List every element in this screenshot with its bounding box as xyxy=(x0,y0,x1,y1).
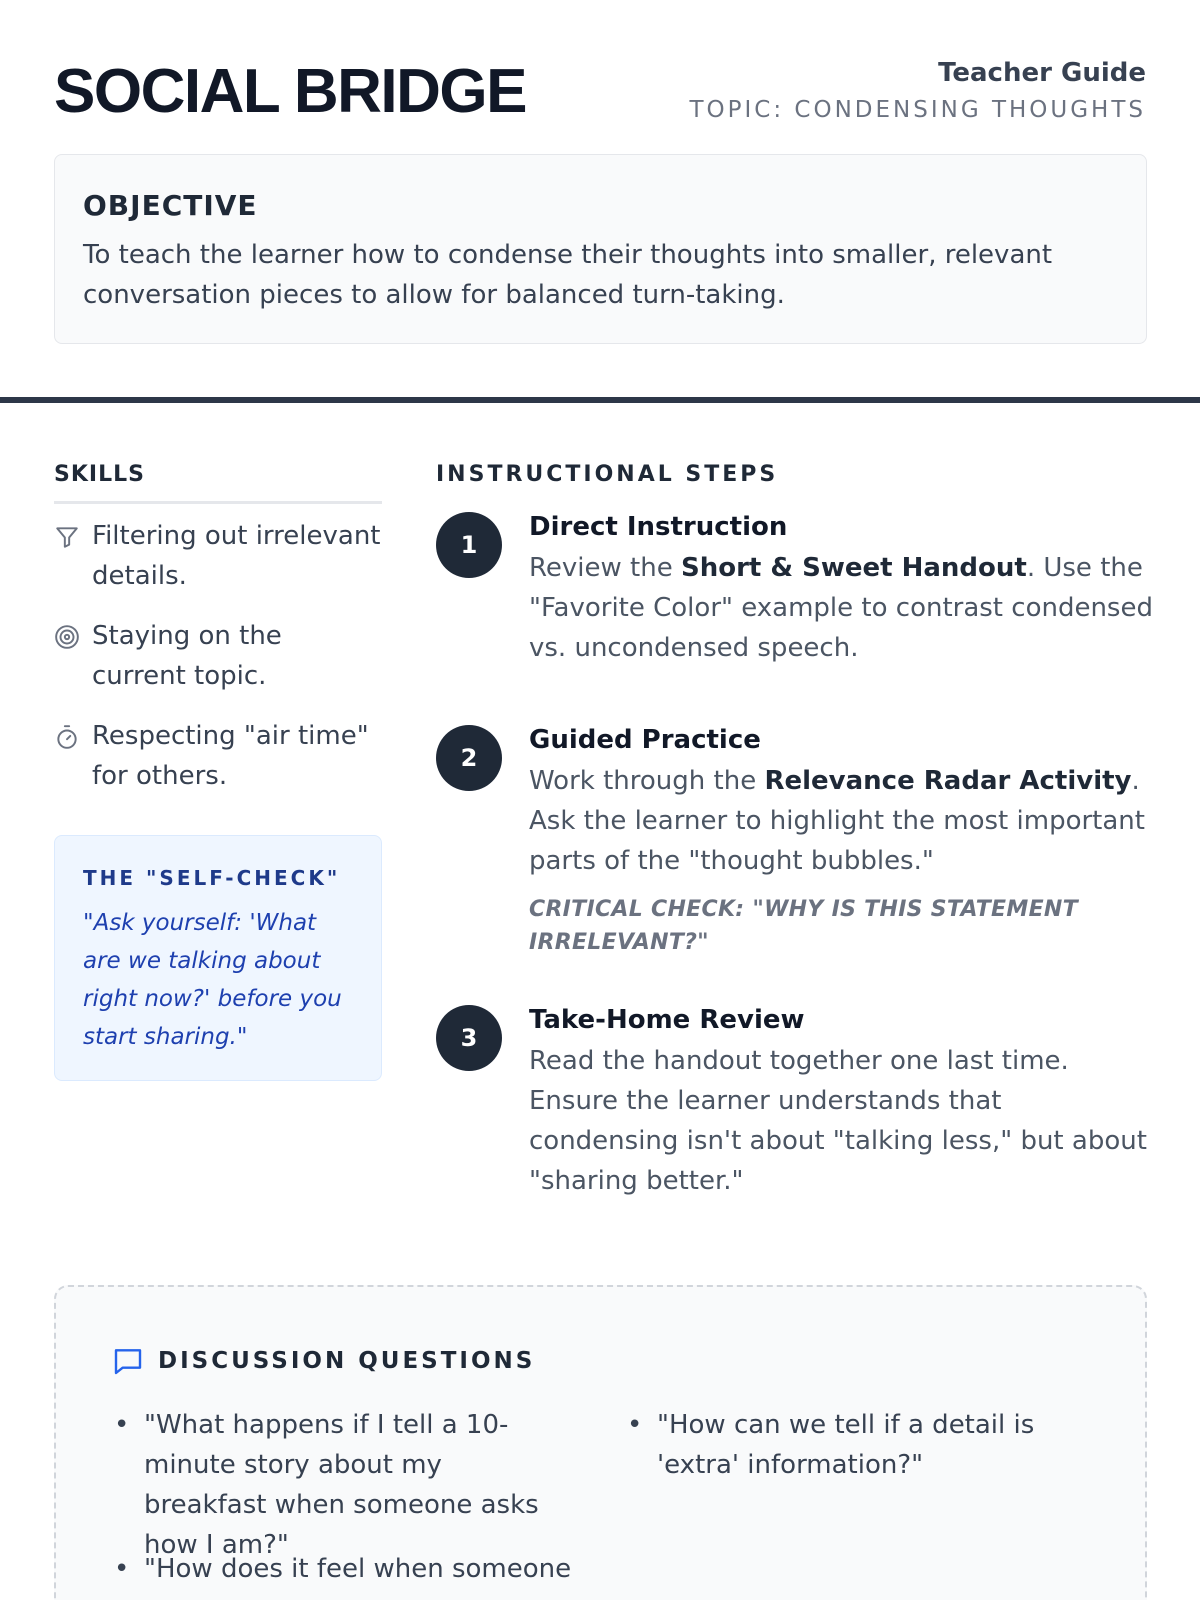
step-text: Work through the Relevance Radar Activity. Ask the learner to highlight the most important parts of the "thought bubbles." xyxy=(529,766,1145,876)
activity-name: Relevance Radar Activity xyxy=(764,766,1132,796)
step-title: Direct Instruction xyxy=(529,512,788,542)
timer-icon xyxy=(54,724,80,750)
skill-text: Respecting "air time" for others. xyxy=(92,721,369,791)
self-check-quote: "Ask yourself: 'What are we talking about right now?' before you start sharing." xyxy=(83,910,342,1050)
list-item: • "How can we tell if a detail is 'extra' information?" xyxy=(625,1405,1075,1485)
list-item: • "What happens if I tell a 10-minute story about my breakfast when someone asks how I am?" xyxy=(112,1405,562,1565)
skill-item xyxy=(54,716,382,796)
objective-text: To teach the learner how to condense their thoughts into smaller, relevant conversation pieces to allow for balanced turn-taking. xyxy=(83,240,1053,310)
step-title: Guided Practice xyxy=(529,725,761,755)
step-number: 3 xyxy=(436,1005,502,1071)
step-number: 2 xyxy=(436,725,502,791)
guide-label: Teacher Guide xyxy=(938,58,1146,88)
step-title: Take-Home Review xyxy=(529,1005,805,1035)
skill-item xyxy=(54,516,382,596)
chat-bubble-icon xyxy=(112,1345,144,1377)
handout-name: Short & Sweet Handout xyxy=(680,553,1027,583)
filter-icon xyxy=(54,524,80,550)
list-item: • "How does it feel when someone xyxy=(112,1549,572,1589)
skill-text: Staying on the current topic. xyxy=(92,621,282,691)
self-check-box xyxy=(54,835,382,1081)
target-icon xyxy=(54,624,80,650)
objective-box xyxy=(54,154,1147,344)
discussion-heading: DISCUSSION QUESTIONS xyxy=(158,1348,536,1374)
skills-heading: SKILLS xyxy=(54,462,382,504)
self-check-heading: THE "SELF-CHECK" xyxy=(83,866,341,890)
step-text: Read the handout together one last time. Ensure the learner understands that condensing isn't about "talking less," but about "sharing better." xyxy=(529,1046,1147,1196)
step-number: 1 xyxy=(436,512,502,578)
critical-check: CRITICAL CHECK: "WHY IS THIS STATEMENT IRRELEVANT?" xyxy=(529,897,1078,955)
section-divider xyxy=(0,397,1200,403)
step-text: Review the Short & Sweet Handout. Use the "Favorite Color" example to contrast condensed vs. uncondensed speech. xyxy=(529,553,1153,663)
steps-heading: INSTRUCTIONAL STEPS xyxy=(436,462,779,487)
page-title: SOCIAL BRIDGE xyxy=(54,57,526,126)
objective-heading: OBJECTIVE xyxy=(83,189,258,222)
discussion-box xyxy=(54,1285,1147,1600)
topic-label: TOPIC: CONDENSING THOUGHTS xyxy=(689,97,1146,123)
skill-text: Filtering out irrelevant details. xyxy=(92,521,381,591)
skill-item xyxy=(54,616,382,696)
